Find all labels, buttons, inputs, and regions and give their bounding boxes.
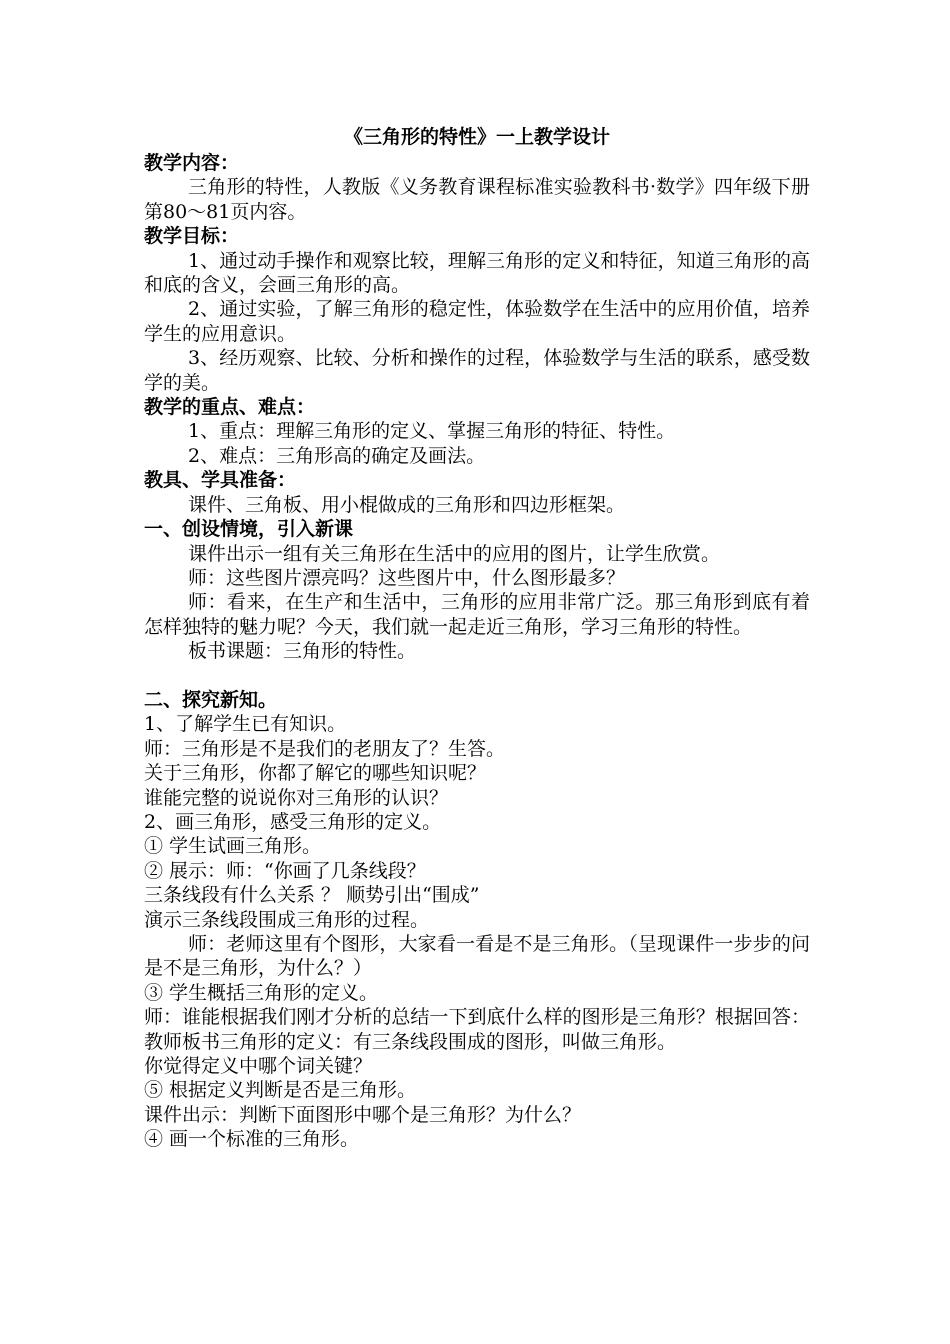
key-point-1: 1、重点：理解三角形的定义、掌握三角形的特征、特性。 [188, 420, 676, 443]
section-2-item-1-line-b: 关于三角形，你都了解它的哪些知识呢？ [144, 762, 487, 785]
section-2-item-2-line-h: 你觉得定义中哪个词关键？ [144, 1055, 373, 1078]
heading-tools: 教具、学具准备： [144, 469, 297, 492]
paragraph-tools: 课件、三角板、用小棍做成的三角形和四边形框架。 [188, 493, 626, 516]
document-body [144, 123, 810, 1152]
heading-teaching-content: 教学内容： [144, 152, 240, 174]
section-2-item-1-line-c: 谁能完整的说说你对三角形的认识？ [144, 786, 449, 809]
section-2-item-2-line-d: 演示三条线段围成三角形的过程。 [144, 908, 430, 931]
heading-key-points: 教学的重点、难点： [144, 396, 316, 419]
section-1-paragraph-3: 师：看来，在生产和生活中，三角形的应用非常广泛。那三角形到底有着怎样独特的魅力呢？今天，我们就一起走近三角形，学习三角形的特性。 [144, 591, 810, 638]
paragraph-teaching-content: 三角形的特性，人教版《义务教育课程标准实验教科书·数学》四年级下册第80～81页内容。 [144, 176, 810, 223]
goal-1: 1、通过动手操作和观察比较，理解三角形的定义和特征，知道三角形的高和底的含义，会画三角形的高。 [144, 249, 810, 297]
section-2-item-2-line-g: 师：谁能根据我们刚才分析的总结一下到底什么样的图形是三角形？根据回答：教师板书三角形的定义：有三条线段围成的图形，叫做三角形。 [144, 1006, 810, 1053]
goal-2: 2、通过实验，了解三角形的稳定性，体验数学在生活中的应用价值，培养学生的应用意识。 [144, 298, 810, 345]
blank-line [144, 664, 810, 688]
section-2-item-2-line-j: 课件出示：判断下面图形中哪个是三角形？为什么？ [144, 1103, 582, 1126]
section-2-item-2: 2、画三角形，感受三角形的定义。 [144, 810, 442, 833]
section-2-item-2-line-k: ④ 画一个标准的三角形。 [144, 1128, 360, 1151]
section-2-item-1-line-a: 师：三角形是不是我们的老朋友了？生答。 [144, 737, 506, 760]
document-title: 《三角形的特性》一上教学设计 [343, 126, 610, 148]
section-2-item-2-line-c: 三条线段有什么关系 ？ 顺势引出“围成” [144, 884, 480, 907]
section-2-item-2-line-e: 师：老师这里有个图形，大家看一看是不是三角形。（呈现课件一步步的问是不是三角形，为什么？） [144, 932, 810, 980]
section-2-item-2-line-a: ① 学生试画三角形。 [144, 835, 322, 858]
key-point-2: 2、难点：三角形高的确定及画法。 [188, 444, 486, 467]
heading-section-1: 一、创设情境，引入新课 [144, 518, 354, 541]
section-2-item-2-line-f: ③ 学生概括三角形的定义。 [144, 981, 379, 1004]
heading-section-2: 二、探究新知。 [144, 688, 278, 711]
section-1-paragraph-1: 课件出示一组有关三角形在生活中的应用的图片，让学生欣赏。 [188, 542, 721, 565]
section-2-item-2-line-i: ⑤ 根据定义判断是否是三角形。 [144, 1079, 417, 1102]
section-2-item-1: 1、了解学生已有知识。 [144, 713, 347, 736]
section-1-paragraph-4: 板书课题：三角形的特性。 [188, 640, 417, 663]
heading-teaching-goals: 教学目标： [144, 225, 240, 248]
section-2-item-2-line-b: ② 展示：师：“你画了几条线段？ [144, 859, 426, 882]
section-1-paragraph-2: 师：这些图片漂亮吗？这些图片中，什么图形最多？ [188, 566, 626, 589]
goal-3: 3、经历观察、比较、分析和操作的过程，体验数学与生活的联系，感受数学的美。 [144, 347, 810, 394]
